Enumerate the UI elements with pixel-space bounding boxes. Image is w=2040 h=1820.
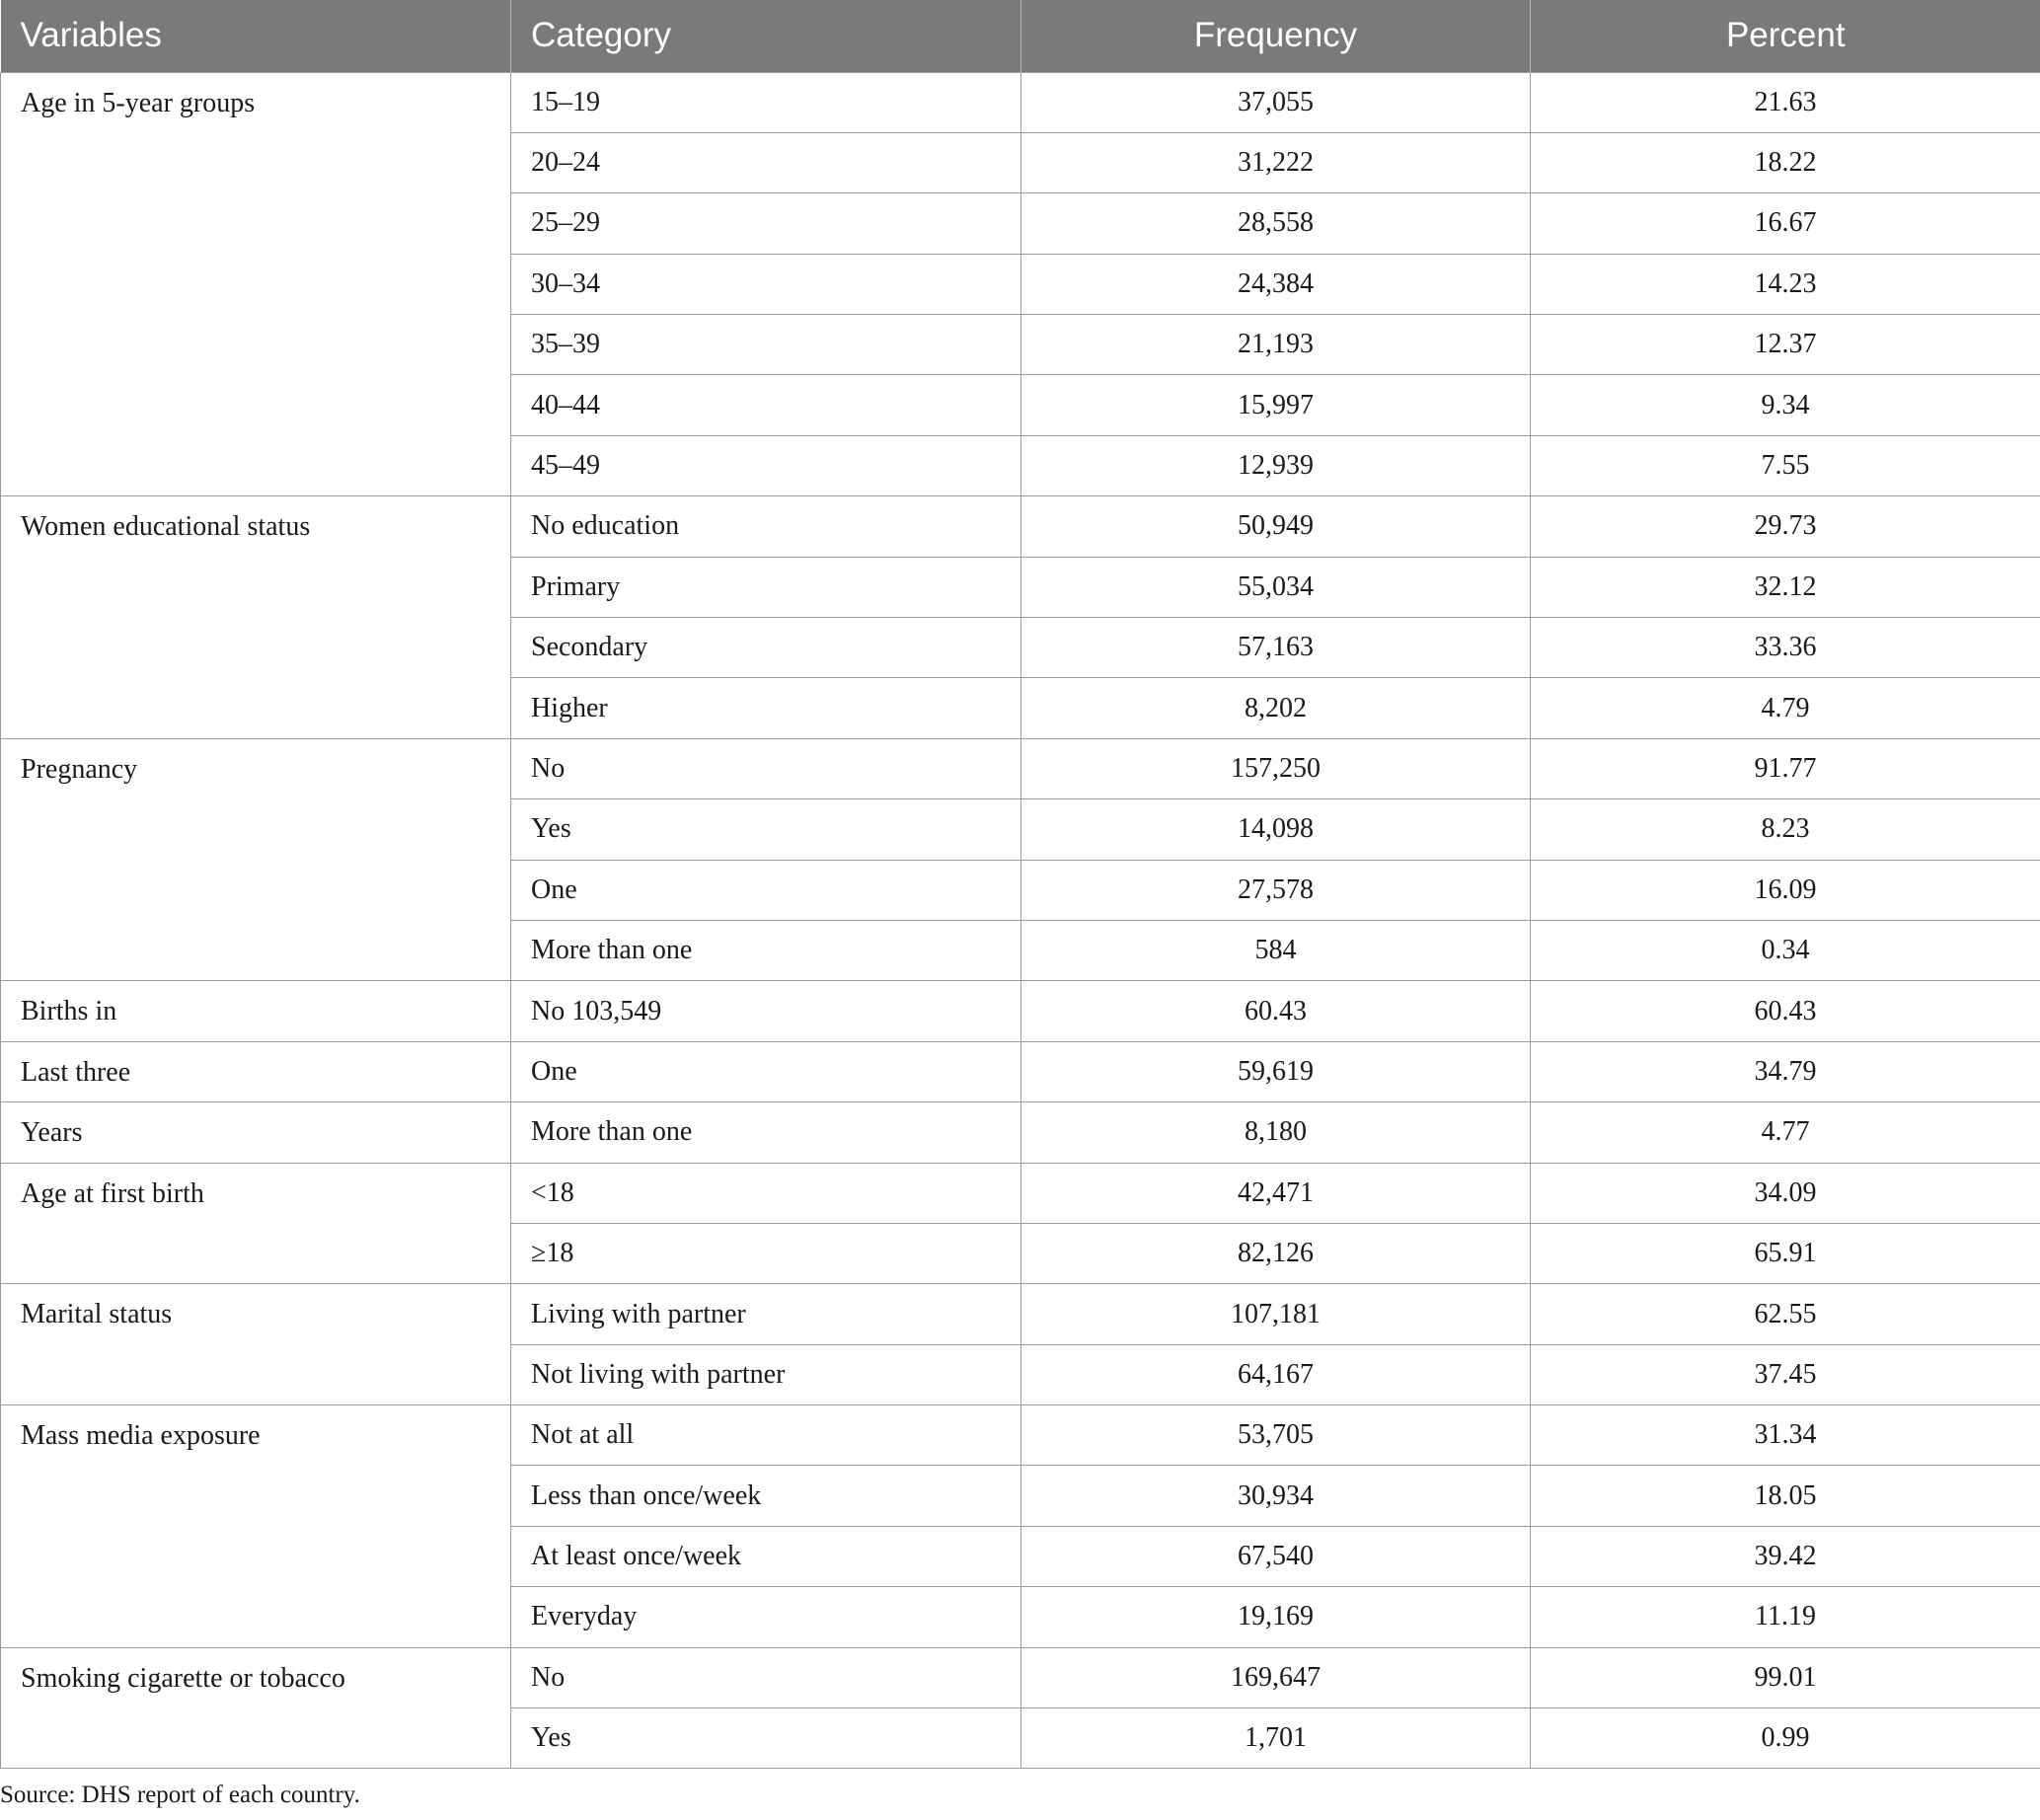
percent-cell: 12.37 xyxy=(1531,315,2040,375)
category-cell: 35–39 xyxy=(511,315,1021,375)
variable-cell: Age in 5-year groups xyxy=(1,72,511,496)
frequency-cell: 1,701 xyxy=(1021,1708,1531,1769)
percent-cell: 34.09 xyxy=(1531,1163,2040,1223)
frequency-cell: 55,034 xyxy=(1021,557,1531,617)
percent-cell: 0.34 xyxy=(1531,920,2040,980)
category-cell: More than one xyxy=(511,1102,1021,1163)
category-cell: <18 xyxy=(511,1163,1021,1223)
category-cell: Higher xyxy=(511,678,1021,738)
table-row xyxy=(1,1041,2040,1101)
category-cell: 20–24 xyxy=(511,132,1021,192)
percent-cell: 32.12 xyxy=(1531,557,2040,617)
frequency-cell: 59,619 xyxy=(1021,1041,1531,1101)
frequency-cell: 53,705 xyxy=(1021,1405,1531,1466)
percent-cell: 7.55 xyxy=(1531,435,2040,495)
frequency-cell: 67,540 xyxy=(1021,1526,1531,1586)
frequency-cell: 37,055 xyxy=(1021,72,1531,132)
frequency-cell: 30,934 xyxy=(1021,1466,1531,1526)
percent-cell: 16.67 xyxy=(1531,193,2040,254)
percent-cell: 37.45 xyxy=(1531,1344,2040,1404)
percent-cell: 39.42 xyxy=(1531,1526,2040,1586)
table-row xyxy=(1,1647,2040,1707)
frequency-cell: 28,558 xyxy=(1021,193,1531,254)
frequency-cell: 8,180 xyxy=(1021,1102,1531,1163)
category-cell: 40–44 xyxy=(511,375,1021,435)
frequency-cell: 31,222 xyxy=(1021,132,1531,192)
frequency-cell: 42,471 xyxy=(1021,1163,1531,1223)
percent-cell: 9.34 xyxy=(1531,375,2040,435)
variable-cell: Women educational status xyxy=(1,496,511,739)
source-note: Source: DHS report of each country. xyxy=(0,1782,360,1808)
percent-cell: 62.55 xyxy=(1531,1284,2040,1344)
frequency-cell: 60.43 xyxy=(1021,981,1531,1041)
header-row xyxy=(1,0,2040,72)
category-cell: 25–29 xyxy=(511,193,1021,254)
table-row xyxy=(1,1284,2040,1344)
percent-cell: 91.77 xyxy=(1531,738,2040,798)
frequency-cell: 21,193 xyxy=(1021,315,1531,375)
variable-cell: Last three xyxy=(1,1041,511,1101)
category-cell: 45–49 xyxy=(511,435,1021,495)
frequency-cell: 19,169 xyxy=(1021,1587,1531,1647)
frequency-cell: 12,939 xyxy=(1021,435,1531,495)
frequency-cell: 8,202 xyxy=(1021,678,1531,738)
frequency-cell: 24,384 xyxy=(1021,254,1531,314)
table-row xyxy=(1,738,2040,798)
table-row xyxy=(1,496,2040,557)
category-cell: Not at all xyxy=(511,1405,1021,1466)
percent-cell: 18.05 xyxy=(1531,1466,2040,1526)
percent-cell: 33.36 xyxy=(1531,618,2040,678)
percent-cell: 8.23 xyxy=(1531,799,2040,860)
category-cell: ≥18 xyxy=(511,1223,1021,1283)
variable-cell: Age at first birth xyxy=(1,1163,511,1284)
percent-cell: 60.43 xyxy=(1531,981,2040,1041)
variable-cell: Years xyxy=(1,1102,511,1163)
variable-cell: Pregnancy xyxy=(1,738,511,981)
variable-cell: Mass media exposure xyxy=(1,1405,511,1648)
frequency-cell: 14,098 xyxy=(1021,799,1531,860)
category-cell: Everyday xyxy=(511,1587,1021,1647)
percent-cell: 31.34 xyxy=(1531,1405,2040,1466)
variable-cell: Marital status xyxy=(1,1284,511,1405)
frequency-cell: 50,949 xyxy=(1021,496,1531,557)
frequency-cell: 82,126 xyxy=(1021,1223,1531,1283)
header-percent: Percent xyxy=(1531,0,2040,72)
table-row xyxy=(1,1102,2040,1163)
variable-cell: Smoking cigarette or tobacco xyxy=(1,1647,511,1769)
table-body xyxy=(1,72,2040,1769)
category-cell: No education xyxy=(511,496,1021,557)
category-cell: 15–19 xyxy=(511,72,1021,132)
category-cell: One xyxy=(511,860,1021,920)
frequency-cell: 107,181 xyxy=(1021,1284,1531,1344)
percent-cell: 16.09 xyxy=(1531,860,2040,920)
variable-cell: Births in xyxy=(1,981,511,1041)
percent-cell: 4.79 xyxy=(1531,678,2040,738)
category-cell: No xyxy=(511,1647,1021,1707)
category-cell: Not living with partner xyxy=(511,1344,1021,1404)
percent-cell: 11.19 xyxy=(1531,1587,2040,1647)
percent-cell: 4.77 xyxy=(1531,1102,2040,1163)
category-cell: Yes xyxy=(511,799,1021,860)
percent-cell: 34.79 xyxy=(1531,1041,2040,1101)
percent-cell: 0.99 xyxy=(1531,1708,2040,1769)
category-cell: At least once/week xyxy=(511,1526,1021,1586)
category-cell: 30–34 xyxy=(511,254,1021,314)
frequency-cell: 64,167 xyxy=(1021,1344,1531,1404)
frequency-cell: 169,647 xyxy=(1021,1647,1531,1707)
category-cell: Less than once/week xyxy=(511,1466,1021,1526)
frequency-cell: 57,163 xyxy=(1021,618,1531,678)
table-header xyxy=(1,0,2040,72)
category-cell: One xyxy=(511,1041,1021,1101)
category-cell: Living with partner xyxy=(511,1284,1021,1344)
percent-cell: 14.23 xyxy=(1531,254,2040,314)
table-row xyxy=(1,1163,2040,1223)
table-row xyxy=(1,1405,2040,1466)
category-cell: No 103,549 xyxy=(511,981,1021,1041)
percent-cell: 99.01 xyxy=(1531,1647,2040,1707)
header-frequency: Frequency xyxy=(1021,0,1531,72)
category-cell: More than one xyxy=(511,920,1021,980)
header-category: Category xyxy=(511,0,1021,72)
frequency-cell: 157,250 xyxy=(1021,738,1531,798)
category-cell: No xyxy=(511,738,1021,798)
header-variables: Variables xyxy=(20,16,162,55)
category-cell: Primary xyxy=(511,557,1021,617)
category-cell: Secondary xyxy=(511,618,1021,678)
frequency-cell: 15,997 xyxy=(1021,375,1531,435)
frequency-cell: 27,578 xyxy=(1021,860,1531,920)
table-row xyxy=(1,981,2040,1041)
percent-cell: 29.73 xyxy=(1531,496,2040,557)
category-cell: Yes xyxy=(511,1708,1021,1769)
percent-cell: 18.22 xyxy=(1531,132,2040,192)
percent-cell: 21.63 xyxy=(1531,72,2040,132)
percent-cell: 65.91 xyxy=(1531,1223,2040,1283)
table-row xyxy=(1,72,2040,132)
frequency-cell: 584 xyxy=(1021,920,1531,980)
